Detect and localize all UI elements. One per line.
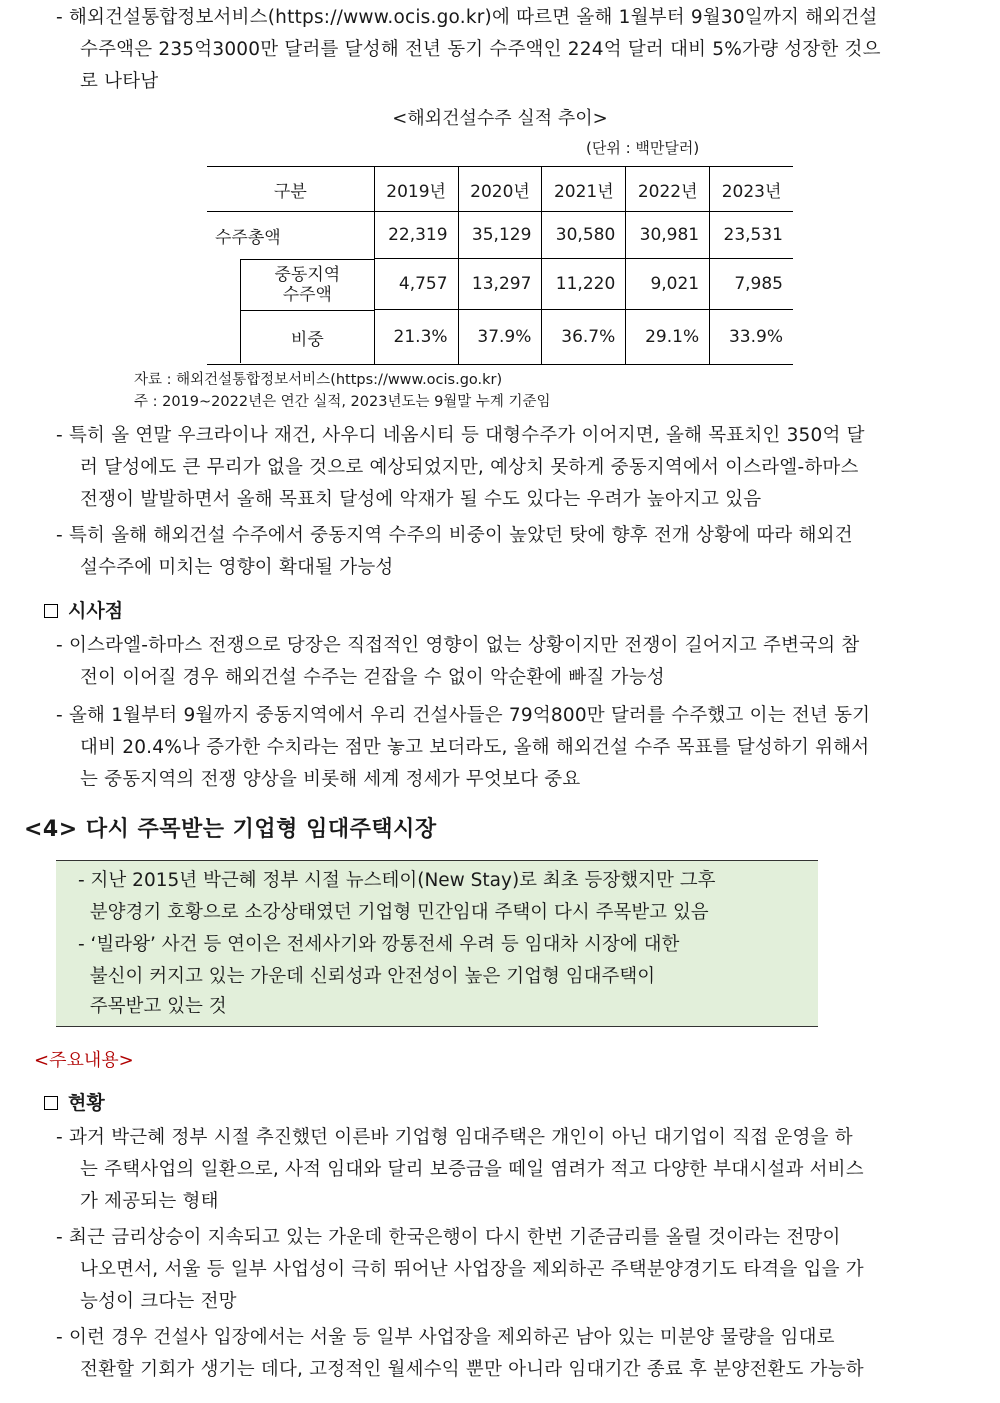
table-header-cell: 2021년 (542, 167, 626, 212)
table-cell: 4,757 (374, 259, 458, 310)
row-label-line: 수주액 (282, 284, 332, 305)
table-cell: 29.1% (626, 310, 710, 365)
table-cell: 30,580 (542, 212, 626, 259)
summary-box (56, 860, 818, 1027)
text-line: 는 주택사업의 일환으로, 사적 임대와 달리 보증금을 떼일 염려가 적고 다양한 부대시설과 서비스 (80, 1159, 864, 1180)
table-unit: (단위 : 백만달러) (586, 139, 700, 157)
paragraph-overseas-orders (56, 2, 974, 98)
text-line: 능성이 크다는 전망 (80, 1291, 237, 1312)
text-line: 전환할 기회가 생기는 데다, 고정적인 월세수익 뿐만 아니라 임대기간 종료 후 분양전환도 가능하 (80, 1359, 864, 1380)
table-header-cell: 2019년 (374, 167, 458, 212)
text-line: - 이런 경우 건설사 입장에서는 서울 등 일부 사업장을 제외하곤 남아 있는 미분양 물량을 임대로 (56, 1322, 974, 1354)
summary-line: - 지난 2015년 박근혜 정부 시절 뉴스테이(New Stay)로 최초 등장했지만 그후 (78, 870, 716, 891)
summary-line: 주목받고 있는 것 (78, 996, 227, 1017)
table-title: <해외건설수주 실적 추이> (392, 108, 608, 129)
table-source: 자료 : 해외건설통합정보서비스(https://www.ocis.go.kr) (134, 372, 503, 388)
text-line: 러 달성에도 큰 무리가 없을 것으로 예상되었지만, 예상치 못하게 중동지역에서 이스라엘-하마스 (80, 457, 859, 478)
table-header-cell: 구분 (207, 167, 374, 212)
table-cell: 11,220 (542, 259, 626, 310)
row-label-line: 중동지역 (274, 264, 341, 285)
table-cell: 13,297 (458, 259, 542, 310)
table-cell: 36.7% (542, 310, 626, 365)
table-header-cell: 2020년 (458, 167, 542, 212)
text-line: 가 제공되는 형태 (80, 1191, 219, 1212)
row-label (240, 259, 374, 310)
paragraph-war-impact (56, 630, 974, 694)
paragraph-builder-perspective (56, 1322, 974, 1386)
table-header-row (207, 167, 793, 212)
text-line: - 해외건설통합정보서비스(https://www.ocis.go.kr)에 따르면 올해 1월부터 9월30일까지 해외건설 (56, 2, 974, 34)
checkbox-square-icon (44, 1096, 58, 1110)
table-cell: 37.9% (458, 310, 542, 365)
section-status (44, 1088, 105, 1115)
paragraph-mideast-share (56, 520, 974, 584)
text-line: 나오면서, 서울 등 일부 사업성이 극히 뛰어난 사업장을 제외하곤 주택분양경기도 타격을 입을 가 (80, 1259, 864, 1280)
table-row (207, 310, 793, 365)
text-line: 설수주에 미치는 영향이 확대될 가능성 (80, 557, 394, 578)
text-line: - 이스라엘-하마스 전쟁으로 당장은 직접적인 영향이 없는 상황이지만 전쟁이 길어지고 주변국의 참 (56, 630, 974, 662)
text-line: 는 중동지역의 전쟁 양상을 비롯해 세계 정세가 무엇보다 중요 (80, 769, 581, 790)
checkbox-square-icon (44, 604, 58, 618)
text-line: - 특히 올해 해외건설 수주에서 중동지역 수주의 비중이 높았던 탓에 향후 전개 상황에 따라 해외건 (56, 520, 974, 552)
section-heading-4: <4> 다시 주목받는 기업형 임대주택시장 (24, 817, 437, 842)
text-line: - 올해 1월부터 9월까지 중동지역에서 우리 건설사들은 79억800만 달러를 수주했고 이는 전년 동기 (56, 700, 974, 732)
summary-line: - ‘빌라왕’ 사건 등 연이은 전세사기와 깡통전세 우려 등 임대차 시장에 대한 (78, 934, 680, 955)
table-row (207, 259, 793, 310)
row-label: 수주총액 (215, 227, 281, 248)
table-cell: 35,129 (458, 212, 542, 259)
section-title: 현황 (68, 1092, 105, 1114)
main-content-label: <주요내용> (34, 1050, 134, 1071)
table-header-cell: 2022년 (626, 167, 710, 212)
table-cell: 23,531 (710, 212, 793, 259)
text-line: 전이 이어질 경우 해외건설 수주는 걷잡을 수 없이 악순환에 빠질 가능성 (80, 667, 665, 688)
table-header-cell: 2023년 (710, 167, 793, 212)
summary-line: 분양경기 호황으로 소강상태였던 기업형 민간임대 주택이 다시 주목받고 있음 (78, 902, 709, 923)
table-cell: 22,319 (374, 212, 458, 259)
row-label: 비중 (240, 310, 374, 363)
paragraph-year-end-outlook (56, 420, 974, 516)
text-line: 수주액은 235억3000만 달러를 달성해 전년 동기 수주액인 224억 달러 대비 5%가량 성장한 것으 (80, 39, 881, 60)
summary-line: 불신이 커지고 있는 가운데 신뢰성과 안전성이 높은 기업형 임대주택이 (78, 966, 656, 987)
text-line: 전쟁이 발발하면서 올해 목표치 달성에 악재가 될 수도 있다는 우려가 높아지고 있음 (80, 489, 762, 510)
paragraph-interest-rates (56, 1222, 974, 1318)
table-note: 주 : 2019~2022년은 연간 실적, 2023년도는 9월말 누계 기준임 (134, 394, 551, 410)
text-line: - 특히 올 연말 우크라이나 재건, 사우디 네옴시티 등 대형수주가 이어지면, 올해 목표치인 350억 달 (56, 420, 974, 452)
table-cell: 33.9% (710, 310, 793, 365)
overseas-orders-table (207, 166, 793, 365)
table-cell: 9,021 (626, 259, 710, 310)
text-line: - 최근 금리상승이 지속되고 있는 가운데 한국은행이 다시 한번 기준금리를 올릴 것이라는 전망이 (56, 1222, 974, 1254)
text-line: - 과거 박근혜 정부 시절 추진했던 이른바 기업형 임대주택은 개인이 아닌 대기업이 직접 운영을 하 (56, 1122, 974, 1154)
paragraph-corporate-rental (56, 1122, 974, 1218)
text-line: 대비 20.4%나 증가한 수치라는 점만 놓고 보더라도, 올해 해외건설 수주 목표를 달성하기 위해서 (80, 737, 870, 758)
table-cell: 21.3% (374, 310, 458, 365)
table-row (207, 212, 793, 259)
section-title: 시사점 (68, 600, 124, 622)
text-line: 로 나타남 (80, 71, 159, 92)
table-cell: 30,981 (626, 212, 710, 259)
table-cell: 7,985 (710, 259, 793, 310)
section-implications (44, 596, 123, 623)
paragraph-mideast-orders (56, 700, 974, 796)
